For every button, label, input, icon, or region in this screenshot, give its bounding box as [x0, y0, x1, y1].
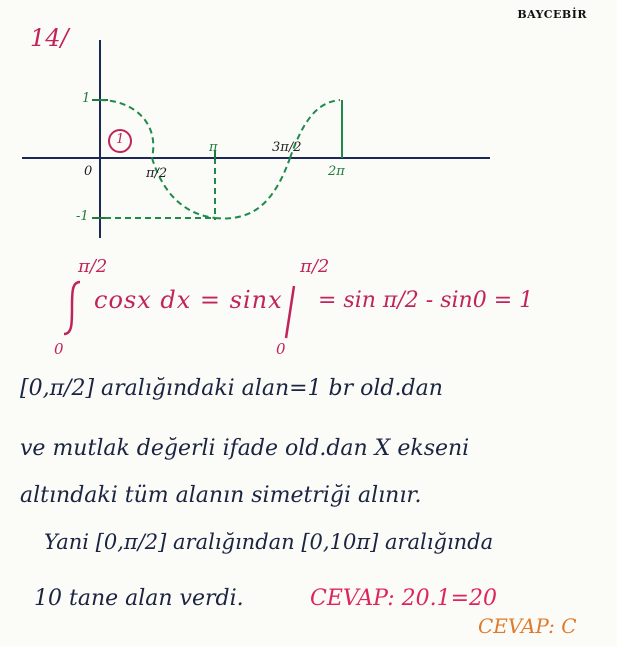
eval-lower-limit: 0 — [276, 340, 286, 358]
explanation-line-2: ve mutlak değerli ifade old.dan X ekseni — [20, 436, 470, 461]
y-label-1: 1 — [82, 91, 91, 106]
two-pi-label: 2π — [328, 164, 345, 179]
three-pi-half-label: 3π/2 — [272, 140, 302, 155]
region-marker-label: 1 — [116, 132, 125, 147]
brand-label: BAYCEBİR — [517, 8, 587, 21]
integral-sign — [58, 278, 88, 338]
final-answer: CEVAP: C — [478, 614, 577, 638]
integral-expression: cosx dx = sinx — [94, 286, 283, 314]
eval-upper-limit: π/2 — [300, 256, 330, 277]
integral-upper-limit: π/2 — [78, 256, 108, 277]
pi-label: π — [209, 140, 218, 155]
integral-result: = sin π/2 - sin0 = 1 — [318, 288, 534, 313]
function-graph — [0, 0, 617, 250]
explanation-line-4: Yani [0,π/2] aralığından [0,10π] aralığında — [44, 530, 494, 554]
y-label-minus1: -1 — [76, 209, 89, 224]
origin-label: 0 — [84, 164, 93, 179]
answer-calculation: CEVAP: 20.1=20 — [310, 586, 498, 611]
explanation-line-5: 10 tane alan verdi. — [34, 586, 244, 611]
pi-half-label: π/2 — [146, 166, 168, 181]
integral-lower-limit: 0 — [54, 340, 64, 358]
explanation-line-3: altındaki tüm alanın simetriği alınır. — [20, 483, 422, 508]
explanation-line-1: [0,π/2] aralığındaki alan=1 br old.dan — [20, 376, 443, 401]
question-number: 14/ — [30, 24, 69, 52]
eval-bar — [282, 282, 298, 342]
curve-rise — [215, 158, 290, 218]
